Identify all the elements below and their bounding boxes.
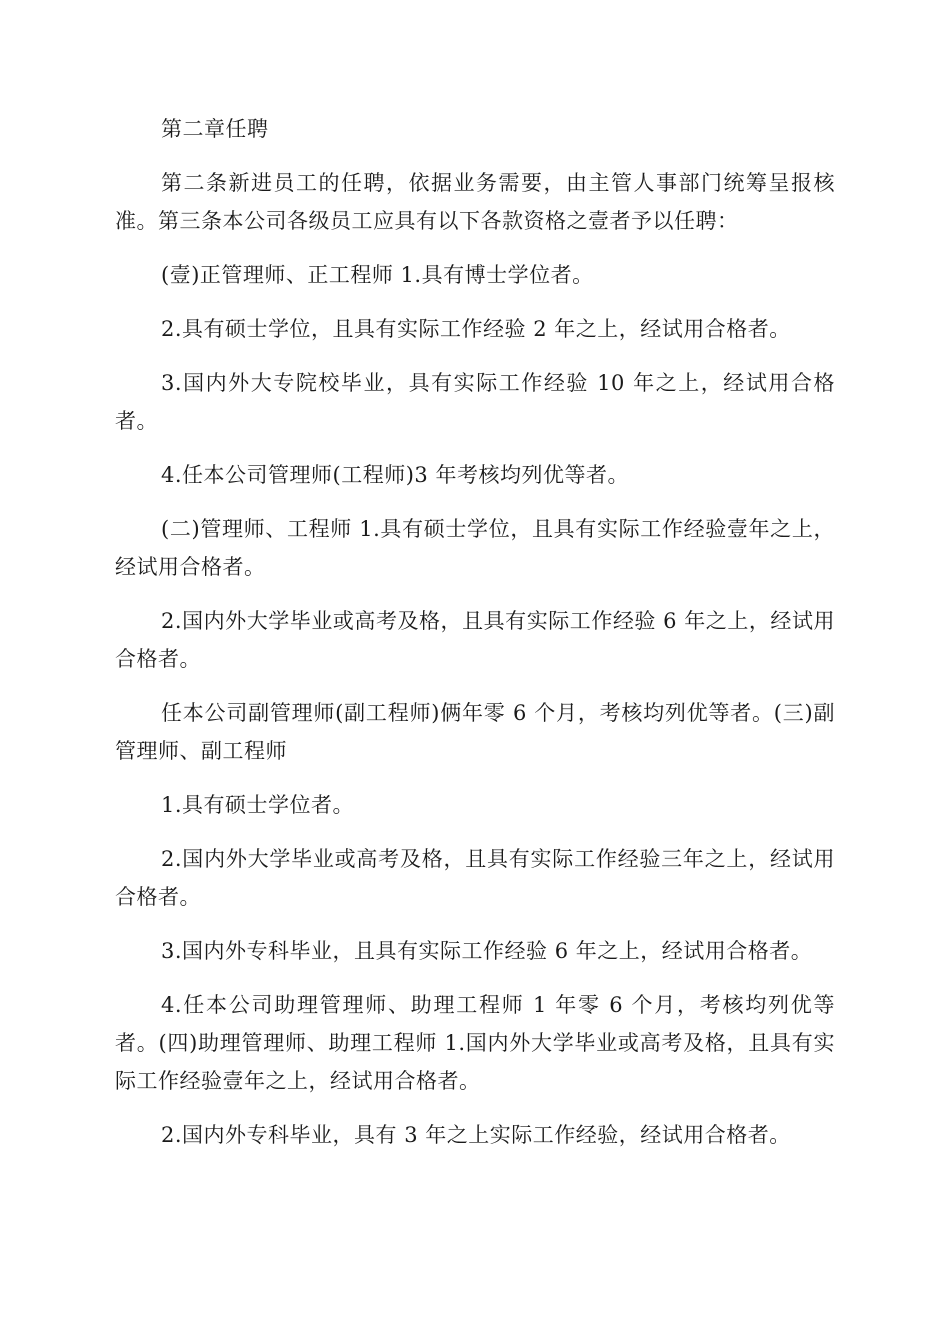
paragraph: 4.任本公司管理师(工程师)3 年考核均列优等者。 — [161, 463, 629, 487]
paragraph: (二)管理师、工程师 1.具有硕士学位，且具有实际工作经验壹年之上，经试用合格者。 — [115, 517, 835, 579]
paragraph: 2.国内外大学毕业或高考及格，且具有实际工作经验三年之上，经试用合格者。 — [115, 847, 835, 909]
chapter-heading: 第二章任聘 — [161, 117, 269, 141]
paragraph: 任本公司副管理师(副工程师)俩年零 6 个月，考核均列优等者。(三)副管理师、副工程师 — [115, 701, 835, 763]
paragraph: 4.任本公司助理管理师、助理工程师 1 年零 6 个月，考核均列优等者。(四)助理管理师、助理工程师 1.国内外大学毕业或高考及格，且具有实际工作经验壹年之上，经试用合格者。 — [115, 993, 835, 1093]
paragraph: 第二条新进员工的任聘，依据业务需要，由主管人事部门统筹呈报核准。第三条本公司各级员工应具有以下各款资格之壹者予以任聘： — [115, 171, 835, 233]
paragraph: 1.具有硕士学位者。 — [161, 793, 355, 817]
paragraph: 2.国内外大学毕业或高考及格，且具有实际工作经验 6 年之上，经试用合格者。 — [115, 609, 835, 671]
paragraph: 3.国内外大专院校毕业，具有实际工作经验 10 年之上，经试用合格者。 — [115, 371, 835, 433]
paragraph: 3.国内外专科毕业，且具有实际工作经验 6 年之上，经试用合格者。 — [161, 939, 813, 963]
document-body — [115, 110, 835, 1170]
paragraph: 2.具有硕士学位，且具有实际工作经验 2 年之上，经试用合格者。 — [161, 317, 791, 341]
paragraph: (壹)正管理师、正工程师 1.具有博士学位者。 — [161, 263, 594, 287]
paragraph: 2.国内外专科毕业，具有 3 年之上实际工作经验，经试用合格者。 — [161, 1123, 791, 1147]
